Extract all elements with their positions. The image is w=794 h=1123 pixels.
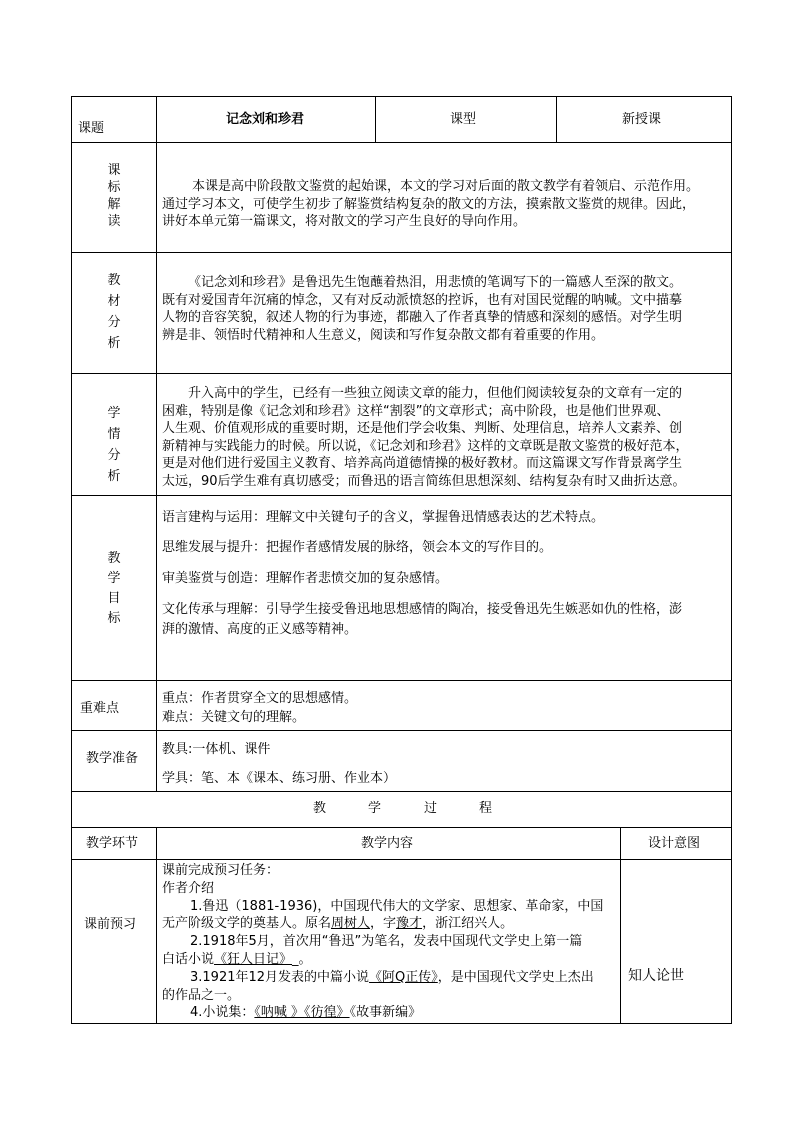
goal-thinking: 思维发展与提升：把握作者感情发展的脉络，领会本文的写作目的。 xyxy=(162,540,553,555)
column-divider xyxy=(375,96,376,143)
table-border-bottom xyxy=(71,1023,732,1024)
topic-label: 课题 xyxy=(78,121,105,136)
process-title-char: 过 xyxy=(424,801,438,816)
goal-aesthetic: 审美鉴赏与创造：理解作者悲愤交加的复杂感情。 xyxy=(162,571,449,586)
column-divider xyxy=(556,96,557,143)
students-label: 学 情 分 析 xyxy=(107,406,121,484)
table-border-right xyxy=(731,96,732,1024)
key-points-label: 重难点 xyxy=(80,701,120,716)
goals-label: 教 学 目 标 xyxy=(107,551,121,626)
column-divider xyxy=(156,827,157,1024)
topic-value: 记念刘和珍君 xyxy=(226,112,305,127)
teacher-tools: 教具:一体机、课件 xyxy=(162,742,271,757)
students-text: 升入高中的学生，已经有一些独立阅读文章的能力，但他们阅读较复杂的文章有一定的 困难，特别是像《记念刘和珍君》这样“割裂”的文章形式；高中阶段，也是他们世界观、 人生观、价值观形成的重要时期，还是他们学会收集、判断、处理信息，培养人文素养、创 新精神与实践能力的时候。所以说，《记念刘和珍君》这样的文章既是散文鉴赏的极好范本， 更是对他们进行爱国主义教育、培养高尚道德情操的极好教材。而这篇课文写作背景离学生 太远，90后学生难有真切感受；而鲁迅的语言简练但思想深刻、结构复杂有时又曲折达意。 xyxy=(162,386,689,489)
row-divider xyxy=(71,495,732,496)
preview-content: 课前完成预习任务： 作者介绍 1.鲁迅（1881-1936)，中国现代伟大的文学家、思想家、革命家，中国 无产阶级文学的奠基人。原名周树人，字豫才，浙江绍兴人。 2.1918年5月，首次用“鲁迅”为笔名，发表中国现代文学史上第一篇 白话小说《狂人日记》_。 3.1921年12月发表的中篇小说《阿Q正传》，是中国现代文学史上杰出 的作品之一。 4.小说集：《呐喊 》《彷徨》《故事新编》 xyxy=(162,863,604,1021)
stage-preview: 课前预习 xyxy=(84,917,137,932)
row-divider xyxy=(71,827,732,828)
table-border-top xyxy=(71,96,732,97)
row-divider xyxy=(71,142,732,143)
process-title-char: 程 xyxy=(479,801,493,816)
col-header-content: 教学内容 xyxy=(361,836,414,851)
col-header-intent: 设计意图 xyxy=(648,836,701,851)
curriculum-text: 本课是高中阶段散文鉴赏的起始课，本文的学习对后面的散文教学有着领启、示范作用。 通过学习本文，可使学生初步了解鉴赏结构复杂的散文的方法，摸索散文鉴赏的规律。因此， 讲好本单元第一篇课文，将对散文的学习产生良好的导向作用。 xyxy=(162,179,700,229)
intent-value: 知人论世 xyxy=(628,968,684,984)
curriculum-label: 课 标 解 读 xyxy=(107,163,121,229)
textbook-label: 教 材 分 析 xyxy=(107,273,121,351)
key-point: 重点：作者贯穿全文的思想感情。 xyxy=(162,691,358,706)
row-divider xyxy=(71,791,732,792)
table-border-left xyxy=(71,96,72,1024)
difficult-point: 难点：关键文句的理解。 xyxy=(162,710,306,725)
column-divider xyxy=(156,96,157,792)
process-title-char: 教 xyxy=(313,801,327,816)
type-value: 新授课 xyxy=(622,112,662,127)
student-tools: 学具：笔、本《课本、练习册、作业本） xyxy=(162,771,397,786)
goal-culture-cont: 湃的激情、高度的正义感等精神。 xyxy=(162,622,358,637)
type-label: 课型 xyxy=(450,112,477,127)
column-divider xyxy=(620,827,621,1024)
row-divider xyxy=(71,680,732,681)
col-header-stage: 教学环节 xyxy=(86,836,139,851)
row-divider xyxy=(71,859,732,860)
textbook-text: 《记念刘和珍君》是鲁迅先生饱蘸着热泪，用悲愤的笔调写下的一篇感人至深的散文。 既有对爱国青年沉痛的悼念，又有对反动派愤怒的控诉，也有对国民觉醒的呐喊。文中描摹 人物的音容笑貌，叙述人物的行为事迹，都融入了作者真挚的情感和深刻的感悟。对学生明 辨是非、领悟时代精神和人生意义，阅读和写作复杂散文都有着重要的作用。 xyxy=(162,275,683,343)
row-divider xyxy=(71,252,732,253)
row-divider xyxy=(71,373,732,374)
process-title-char: 学 xyxy=(368,801,382,816)
preparation-label: 教学准备 xyxy=(86,751,139,766)
goal-language: 语言建构与运用：理解文中关键句子的含义，掌握鲁迅情感表达的艺术特点。 xyxy=(162,510,605,525)
row-divider xyxy=(71,730,732,731)
goal-culture: 文化传承与理解：引导学生接受鲁迅地思想感情的陶冶，接受鲁迅先生嫉恶如仇的性格，澎 xyxy=(162,602,683,617)
